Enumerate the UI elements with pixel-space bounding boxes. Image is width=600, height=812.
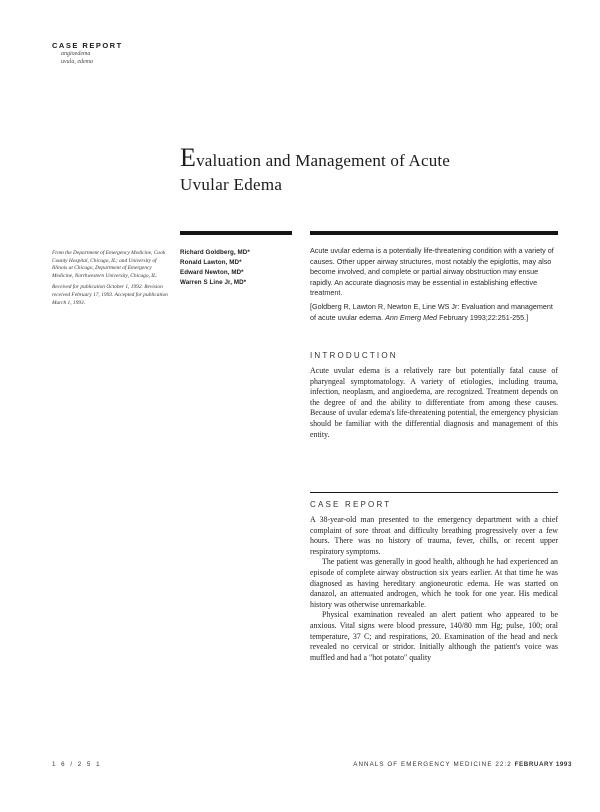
citation-main: [Goldberg R, Lawton R, Newton E, Line WS Jr: Evaluation and management of acute uvular edema. [310,302,553,322]
paragraph: Acute uvular edema is a relatively rare but potentially fatal cause of pharyngeal symptomatology. A variety of etiologies, including trauma, infection, neoplasm, and angioedema, are recognized. Treatment depends on the degree of and the ability to differentiate from among these causes. Because of uvular edema's life-threatening potential, the emergency physician should be familiar with the differential diagnosis and management of this entity. [310,366,558,439]
affiliation-institution: From the Department of Emergency Medicine, Cook County Hospital, Chicago, IL; and University of Illinois at Chicago, Department of Emergency Medicine, Northwestern University, Chicago, IL. [52,250,166,279]
section-heading-introduction: INTRODUCTION [310,351,398,360]
paragraph: A 38-year-old man presented to the emergency department with a chief complaint of sore throat and difficulty breathing progressively over a few hours. There was no history of trauma, fever, chills, or recent upper respiratory symptoms. [310,515,558,556]
citation-journal: Ann Emerg Med [385,312,438,322]
affiliation-notes [52,250,172,311]
journal-name: ANNALS OF EMERGENCY MEDICINE [353,761,493,768]
section-heading-case-report: CASE REPORT [310,500,392,509]
citation [310,302,558,323]
journal-date: FEBRUARY 1993 [514,761,572,768]
article-title [180,143,580,197]
title-line-1-rest: valuation and Management of Acute [196,151,451,170]
title-line-1 [180,143,580,173]
page-number: 1 6 / 2 5 1 [52,761,102,768]
citation-tail: February 1993;22:251-255.] [439,312,529,322]
affiliation-history: Received for publication October 1, 1992. Revision received February 17, 1993. Accepted for publication March 1, 1993. [52,284,168,306]
abstract-rule [310,231,558,235]
section-rule [310,492,558,493]
keyword-2: uvula, edema [61,59,93,65]
title-line-2: Uvular Edema [180,175,283,194]
abstract-text: Acute uvular edema is a potentially life-threatening condition with a variety of causes. Other upper airway structures, most notably the epiglottis, may also become involved, and complete or partial airway obstruction may ensue rapidly. An accurate diagnosis may be essential in establishing effective treatment. [310,246,554,298]
journal-issue: 22:2 [495,761,512,768]
author-rule [180,231,292,235]
author: Ronald Lawton, MD* [180,259,242,266]
case-report-text [310,515,558,663]
author: Edward Newton, MD* [180,269,244,276]
author-list [180,248,298,288]
journal-info [353,761,572,768]
author: Richard Goldberg, MD* [180,249,250,256]
article-type-header [52,41,172,66]
introduction-text [310,366,558,440]
paragraph: Physical examination revealed an alert patient who appeared to be anxious. Vital signs were blood pressure, 140/80 mm Hg; pulse, 100; oral temperature, 37 C; and respirations, 20. Examination of the head and neck revealed no cervical or stridor. Initially although the patient's voice was muffled and had a "hot potato" quality [310,610,558,662]
paragraph: The patient was generally in good health, although he had experienced an episode of complete airway obstruction six years earlier. At that time he was diagnosed as having hereditary angioneurotic edema. He was started on danazol, an attenuated androgen, which he took for one year. His medical history was otherwise unremarkable. [310,557,558,609]
abstract [310,246,558,305]
author: Warren S Line Jr, MD* [180,279,247,286]
title-initial: E [180,143,197,172]
article-type-label: CASE REPORT [52,41,123,50]
keyword-1: angioedema [61,51,91,57]
